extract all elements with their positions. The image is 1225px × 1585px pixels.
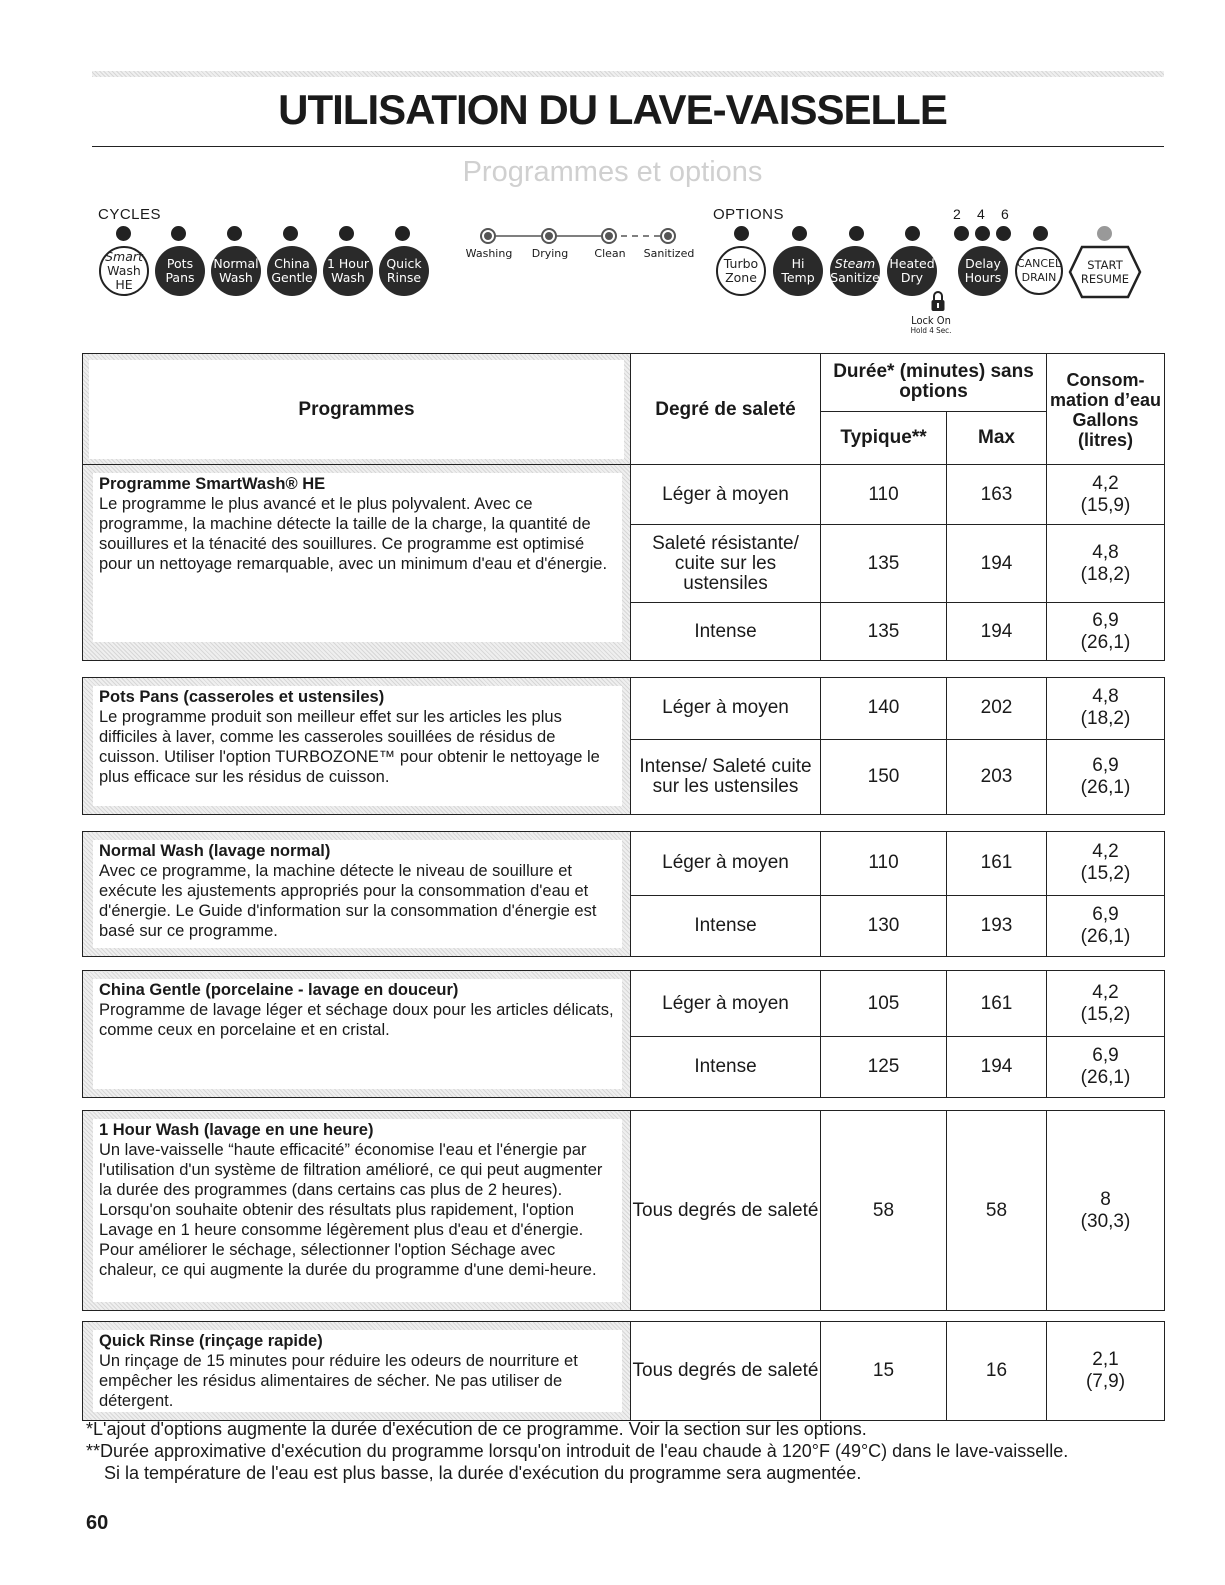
- delay-led-6: [996, 226, 1011, 241]
- program-text: Programme de lavage léger et séchage doux pour les articles délicats, comme ceux en porcelaine et en cristal.: [99, 1001, 614, 1039]
- soil-cell: Tous degrés de saleté: [631, 1322, 821, 1421]
- typical-cell: 110: [821, 832, 947, 896]
- max-cell: 202: [947, 678, 1047, 740]
- soil-cell: Intense: [631, 1037, 821, 1098]
- program-block-normal-wash: [82, 831, 1164, 957]
- cycle-led: [395, 226, 410, 241]
- soil-cell: Saleté résistante/ cuite sur les ustensiles: [631, 525, 821, 603]
- indicator-connector: [480, 232, 680, 240]
- lock-label: [906, 316, 956, 336]
- drying-indicator: [541, 228, 557, 244]
- lock-on-text: Lock On: [911, 314, 951, 327]
- water-cell: [1047, 832, 1165, 896]
- washing-label: Washing: [465, 247, 513, 260]
- water-gallons: 6,9: [1092, 1045, 1119, 1067]
- quick-rinse-button-line2: Rinse: [386, 270, 422, 285]
- drying-label: Drying: [531, 247, 569, 260]
- water-cell: [1047, 465, 1165, 525]
- soil-cell: Intense: [631, 895, 821, 956]
- water-gallons: 4,8: [1092, 541, 1119, 563]
- program-description: [83, 971, 631, 1098]
- cycles-label: CYCLES: [98, 206, 162, 223]
- program-name: Pots Pans (casseroles et ustensiles): [99, 688, 385, 706]
- soil-cell: Léger à moyen: [631, 678, 821, 740]
- header-programs-cell: [83, 354, 631, 466]
- water-gallons: 4,2: [1092, 841, 1119, 863]
- water-litres: (26,1): [1080, 631, 1131, 653]
- normal-wash-button-line2: Wash: [219, 270, 253, 285]
- program-name: 1 Hour Wash (lavage en une heure): [99, 1121, 374, 1139]
- program-name: China Gentle (porcelaine - lavage en douceur): [99, 981, 459, 999]
- start-resume-button-line2: RESUME: [1080, 272, 1130, 286]
- typical-cell: 150: [821, 739, 947, 814]
- program-name: Normal Wash (lavage normal): [99, 842, 331, 860]
- header-programs: Programmes: [89, 360, 624, 459]
- steam-sanitize-button[interactable]: [830, 246, 880, 296]
- soil-cell: Intense: [631, 603, 821, 661]
- water-litres: (7,9): [1085, 1371, 1126, 1392]
- water-cell: [1047, 971, 1165, 1037]
- header-water: Consom-mation d’eau Gallons (litres): [1047, 354, 1165, 466]
- china-gentle-button-line2: Gentle: [271, 270, 313, 285]
- cycle-led: [227, 226, 242, 241]
- top-hatch-bar: [92, 71, 1164, 77]
- program-description: [83, 832, 631, 957]
- water-litres: (18,2): [1080, 708, 1131, 730]
- water-gallons: 4,2: [1092, 472, 1119, 494]
- smartwash-button[interactable]: [99, 246, 149, 296]
- cancel-drain-button-line2: DRAIN: [1021, 271, 1057, 284]
- typical-cell: 135: [821, 603, 947, 661]
- turbo-zone-button-line1: Turbo: [723, 256, 759, 271]
- china-gentle-button[interactable]: [267, 246, 317, 296]
- water-gallons: 6,9: [1092, 609, 1119, 631]
- delay-number-6: 6: [1001, 206, 1009, 222]
- water-gallons: 6,9: [1092, 754, 1119, 776]
- typical-cell: 58: [821, 1111, 947, 1311]
- turbo-zone-button-line2: Zone: [725, 270, 757, 285]
- program-text: Avec ce programme, la machine détecte le niveau de souillure et exécute les ajustements appropriés pour la consommation d'eau et d'énergie. Le Guide d'information sur la consommation d'énergie est basé sur ce programme.: [99, 862, 597, 940]
- max-cell: 58: [947, 1111, 1047, 1311]
- table-header: [82, 353, 1164, 466]
- header-duration: Durée* (minutes) sans options: [821, 354, 1047, 412]
- typical-cell: 130: [821, 895, 947, 956]
- cycle-led: [339, 226, 354, 241]
- smartwash-button-line1: Smart: [105, 249, 143, 264]
- water-cell: [1047, 678, 1165, 740]
- water-cell: [1047, 1322, 1165, 1421]
- washing-indicator: [480, 228, 496, 244]
- program-text: Un rinçage de 15 minutes pour réduire les odeurs de nourriture et empêcher les résidus alimentaires de sécher. Ne pas utiliser de détergent.: [99, 1352, 578, 1410]
- water-cell: [1047, 1037, 1165, 1098]
- options-label: OPTIONS: [713, 206, 785, 223]
- typical-cell: 135: [821, 525, 947, 603]
- option-led: [734, 226, 749, 241]
- header-soil: Degré de saleté: [631, 354, 821, 466]
- soil-cell: Léger à moyen: [631, 971, 821, 1037]
- max-cell: 194: [947, 1037, 1047, 1098]
- max-cell: 203: [947, 739, 1047, 814]
- delay-hours-button-line1: Delay: [965, 256, 1001, 271]
- hi-temp-button-line1: Hi: [791, 256, 805, 271]
- max-cell: 161: [947, 832, 1047, 896]
- footnotes: [86, 1418, 1068, 1484]
- delay-number-2: 2: [953, 206, 961, 222]
- typical-cell: 110: [821, 465, 947, 525]
- program-description: [83, 1322, 631, 1421]
- cancel-drain-button[interactable]: [1015, 247, 1063, 295]
- hi-temp-button[interactable]: [773, 246, 823, 296]
- turbo-zone-button[interactable]: [716, 246, 766, 296]
- one-hour-wash-button-line1: 1 Hour: [326, 256, 370, 271]
- delay-hours-button-line2: Hours: [964, 270, 1002, 285]
- steam-sanitize-button-line2: Sanitize: [830, 270, 880, 285]
- cycle-led: [116, 226, 131, 241]
- hi-temp-button-line2: Temp: [781, 270, 815, 285]
- program-name: Programme SmartWash® HE: [99, 475, 326, 493]
- max-cell: 193: [947, 895, 1047, 956]
- page-number: 60: [86, 1512, 109, 1534]
- program-text: Un lave-vaisselle “haute efficacité” économise l'eau et l'énergie par l'utilisation d'un système de filtration amélioré, ce qui peut augmenter la durée des programmes (dans certains cas plus de 2 heures). Lorsqu'on souhaite obtenir des résultats plus rapidement, l'option Lavage en 1 heure consomme légèrement plus d'eau et d'énergie. Pour améliorer le séchage, sélectionner l'option Séchage avec chaleur, ce qui augmente la durée du programme d'une demi-heure.: [99, 1141, 603, 1279]
- water-gallons: 6,9: [1092, 903, 1119, 925]
- water-litres: (15,2): [1080, 863, 1131, 885]
- cancel-drain-button-line1: CANCEL: [1016, 257, 1062, 270]
- water-gallons: 4,8: [1092, 686, 1119, 708]
- water-litres: (15,9): [1080, 494, 1131, 516]
- max-cell: 194: [947, 525, 1047, 603]
- water-gallons: 2,1: [1092, 1349, 1119, 1370]
- water-litres: (30,3): [1080, 1210, 1131, 1232]
- delay-hours-button[interactable]: [958, 246, 1008, 296]
- water-cell: [1047, 525, 1165, 603]
- water-gallons: 4,2: [1092, 981, 1119, 1003]
- water-litres: (18,2): [1080, 563, 1131, 585]
- typical-cell: 125: [821, 1037, 947, 1098]
- one-hour-wash-button-line2: Wash: [331, 270, 365, 285]
- water-cell: [1047, 739, 1165, 814]
- cancel-led: [1033, 226, 1048, 241]
- header-typical: Typique**: [821, 411, 947, 466]
- pots-pans-button-line2: Pans: [165, 270, 195, 285]
- program-block-one-hour-wash: [82, 1110, 1164, 1311]
- option-led: [849, 226, 864, 241]
- max-cell: 194: [947, 603, 1047, 661]
- sanitized-indicator: [660, 228, 676, 244]
- normal-wash-button[interactable]: [211, 246, 261, 296]
- water-litres: (26,1): [1080, 776, 1131, 798]
- max-cell: 161: [947, 971, 1047, 1037]
- program-description: [83, 1111, 631, 1311]
- soil-cell: Léger à moyen: [631, 832, 821, 896]
- cycle-led: [283, 226, 298, 241]
- water-litres: (15,2): [1080, 1003, 1131, 1025]
- program-block-china-gentle: [82, 970, 1164, 1098]
- china-gentle-button-line1: China: [274, 256, 310, 271]
- footnote-1: *L'ajout d'options augmente la durée d'exécution de ce programme. Voir la section sur les options.: [86, 1419, 867, 1439]
- water-litres: (26,1): [1080, 925, 1131, 947]
- water-cell: [1047, 603, 1165, 661]
- option-led: [792, 226, 807, 241]
- section-subtitle: Programmes et options: [462, 156, 763, 188]
- max-cell: 16: [947, 1322, 1047, 1421]
- pots-pans-button-line1: Pots: [166, 256, 194, 271]
- program-text: Le programme le plus avancé et le plus polyvalent. Avec ce programme, la machine détecte la taille de la charge, la quantité de souillures et la ténacité des souillures. Ce programme est optimisé pour un nettoyage remarquable, avec un minimum d'eau et d'énergie.: [99, 495, 608, 573]
- start-resume-button-line1: START: [1087, 258, 1123, 272]
- lock-hold-text: Hold 4 Sec.: [910, 326, 952, 335]
- program-block-smartwash: [82, 464, 1164, 661]
- smartwash-button-line2: Wash HE: [107, 263, 141, 292]
- one-hour-wash-button[interactable]: [323, 246, 373, 296]
- soil-cell: Intense/ Saleté cuite sur les ustensiles: [631, 739, 821, 814]
- program-text: Le programme produit son meilleur effet sur les articles les plus difficiles à laver, comme les casseroles souillées de résidus de cuisson. Utiliser l'option TURBOZONE™ pour obtenir le nettoyage le plus efficace sur les résidus de cuisson.: [99, 708, 600, 786]
- steam-sanitize-button-line1: Steam: [834, 256, 876, 271]
- footnote-2-cont: Si la température de l'eau est plus basse, la durée d'exécution du programme sera augmentée.: [104, 1463, 862, 1483]
- pots-pans-button[interactable]: [155, 246, 205, 296]
- sanitized-label: Sanitized: [643, 247, 695, 260]
- soil-cell: Léger à moyen: [631, 465, 821, 525]
- title-rule: [92, 146, 1164, 147]
- program-block-quick-rinse: [82, 1321, 1164, 1421]
- max-cell: 163: [947, 465, 1047, 525]
- typical-cell: 15: [821, 1322, 947, 1421]
- quick-rinse-button-line1: Quick: [386, 256, 422, 271]
- quick-rinse-button[interactable]: [379, 246, 429, 296]
- delay-led-4: [975, 226, 990, 241]
- clean-label: Clean: [594, 247, 626, 260]
- lock-icon: [930, 289, 946, 313]
- program-description: [83, 678, 631, 815]
- heated-dry-button-line1: Heated: [889, 256, 935, 271]
- typical-cell: 140: [821, 678, 947, 740]
- delay-number-4: 4: [977, 206, 985, 222]
- program-name: Quick Rinse (rinçage rapide): [99, 1332, 323, 1350]
- footnote-2: **Durée approximative d'exécution du programme lorsqu'on introduit de l'eau chaude à 120°F (49°C) dans le lave-vaisselle.: [86, 1441, 1069, 1461]
- start-resume-button[interactable]: [1075, 248, 1135, 296]
- water-cell: [1047, 1111, 1165, 1311]
- normal-wash-button-line1: Normal: [213, 256, 259, 271]
- header-max: Max: [947, 411, 1047, 466]
- soil-cell: Tous degrés de saleté: [631, 1111, 821, 1311]
- heated-dry-button-line2: Dry: [900, 270, 924, 285]
- water-cell: [1047, 895, 1165, 956]
- page-title: UTILISATION DU LAVE-VAISSELLE: [278, 86, 947, 133]
- clean-indicator: [601, 228, 617, 244]
- typical-cell: 105: [821, 971, 947, 1037]
- delay-led-2: [954, 226, 969, 241]
- start-led: [1097, 226, 1112, 241]
- water-gallons: 8: [1100, 1188, 1111, 1210]
- option-led: [905, 226, 920, 241]
- water-litres: (26,1): [1080, 1067, 1131, 1089]
- cycle-led: [171, 226, 186, 241]
- program-block-pots-pans: [82, 677, 1164, 815]
- program-description: [83, 465, 631, 661]
